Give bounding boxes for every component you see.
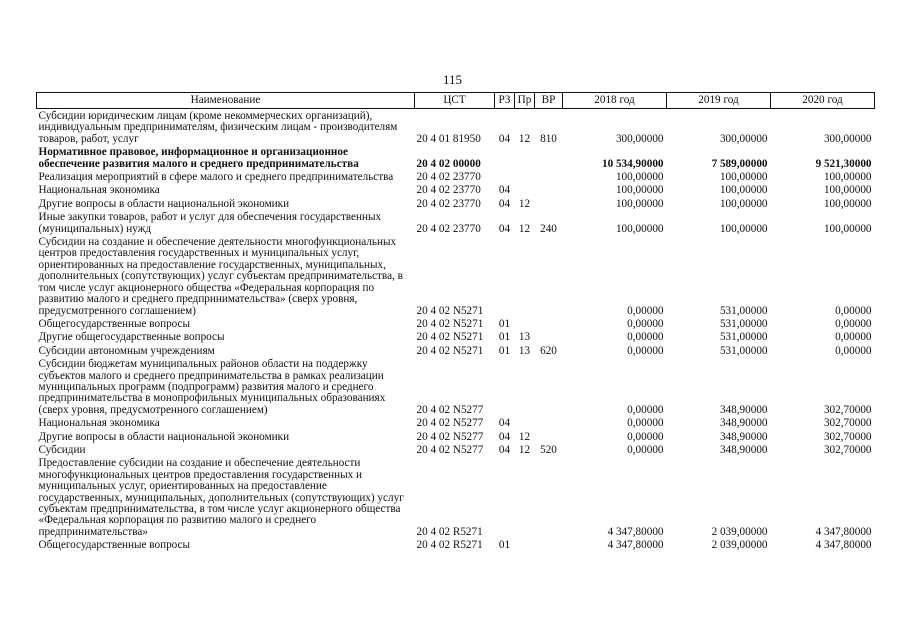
row-value-2019: 531,00000 [719, 304, 768, 317]
header-2018: 2018 год [563, 93, 667, 109]
row-value-2019: 300,00000 [719, 132, 768, 145]
row-vr [535, 183, 563, 196]
table-row [37, 197, 875, 210]
row-cst: 20 4 02 N5271 [416, 304, 484, 317]
table-row [37, 538, 875, 551]
row-value-2018: 100,00000 [615, 171, 664, 184]
row-value-2018: 0,00000 [627, 443, 664, 456]
row-cst: 20 4 02 23770 [416, 197, 481, 210]
row-vr: 520 [540, 443, 557, 456]
row-value-2019: 100,00000 [719, 171, 768, 184]
row-value-2018: 0,00000 [627, 417, 664, 430]
row-value-2019: 348,90000 [719, 417, 768, 430]
row-value-2020: 0,00000 [835, 304, 872, 317]
row-value-2019: 531,00000 [719, 317, 768, 330]
row-name: Субсидии юридическим лицам (кроме некоммерческих организаций), индивидуальным предпринимателям, физическим лицам - производителям товаров, работ, услуг [38, 110, 398, 145]
row-pr [515, 357, 535, 416]
row-value-2018: 4 347,80000 [607, 525, 664, 538]
row-name: Реализация мероприятий в сфере малого и среднего предпринимательства [38, 171, 394, 184]
row-pr [515, 145, 535, 170]
row-value-2018: 0,00000 [627, 403, 664, 416]
row-vr: 810 [540, 132, 557, 145]
row-cst: 20 4 01 81950 [416, 132, 481, 145]
row-value-2019: 2 039,00000 [711, 525, 768, 538]
budget-table [36, 92, 875, 552]
row-cst: 20 4 02 N5271 [416, 344, 484, 357]
row-vr [535, 456, 563, 538]
row-value-2018: 10 534,90000 [601, 157, 664, 170]
row-pr: 13 [518, 331, 531, 344]
row-pr [515, 183, 535, 196]
row-value-2019: 348,90000 [719, 403, 768, 416]
row-value-2020: 0,00000 [835, 331, 872, 344]
row-value-2019: 2 039,00000 [711, 539, 768, 552]
row-value-2019: 531,00000 [719, 331, 768, 344]
row-name: Субсидии [38, 443, 86, 456]
row-name: Субсидии на создание и обеспечение деятельности многофункциональных центров предоставления государственных и муниципальных услуг, ориентированных на предоставление государственных, муниципальных, дополнительных (сопутствующих) услуг субъектам предпринимательства, в том числе услуг акционерного общества «Федеральная корпорация по развитию малого и среднего предпринимательства» (сверх уровня, предусмотренного соглашением) [38, 236, 403, 317]
row-rz: 04 [498, 197, 511, 210]
row-vr [535, 145, 563, 170]
row-rz: 01 [498, 331, 511, 344]
header-rz: РЗ [495, 93, 515, 109]
row-name: Нормативное правовое, информационное и организационное обеспечение развития малого и среднего предпринимательства [38, 146, 359, 170]
row-cst: 20 4 02 N5271 [416, 317, 484, 330]
row-pr: 13 [518, 344, 531, 357]
row-pr [515, 456, 535, 538]
row-pr [515, 170, 535, 183]
table-row [37, 443, 875, 456]
row-rz: 04 [498, 443, 511, 456]
page-number: 115 [442, 72, 463, 87]
row-pr: 12 [518, 197, 531, 210]
table-row [37, 344, 875, 357]
row-rz: 04 [498, 222, 511, 235]
row-value-2019: 7 589,00000 [711, 157, 768, 170]
row-value-2020: 302,70000 [823, 417, 872, 430]
row-name: Общегосударственные вопросы [38, 317, 191, 330]
row-name: Субсидии автономным учреждениям [38, 344, 215, 357]
table-row [37, 210, 875, 235]
row-vr [535, 170, 563, 183]
header-cst: ЦСТ [415, 93, 495, 109]
row-rz: 04 [498, 132, 511, 145]
row-value-2020: 100,00000 [823, 197, 872, 210]
table-row [37, 109, 875, 146]
row-value-2018: 0,00000 [627, 331, 664, 344]
row-value-2020: 302,70000 [823, 403, 872, 416]
row-pr [515, 235, 535, 317]
row-pr: 12 [518, 443, 531, 456]
row-value-2020: 4 347,80000 [815, 525, 872, 538]
row-vr [535, 197, 563, 210]
row-value-2019: 348,90000 [719, 443, 768, 456]
row-vr [535, 330, 563, 343]
row-cst: 20 4 02 23770 [416, 171, 481, 184]
row-name: Другие вопросы в области национальной экономики [38, 430, 290, 443]
table-row [37, 317, 875, 330]
row-pr: 12 [518, 430, 531, 443]
row-value-2018: 100,00000 [615, 222, 664, 235]
row-value-2020: 0,00000 [835, 344, 872, 357]
row-rz: 04 [498, 417, 511, 430]
row-name: Общегосударственные вопросы [38, 539, 191, 552]
header-name: Наименование [37, 93, 415, 109]
row-name: Национальная экономика [38, 184, 160, 197]
row-rz: 01 [498, 317, 511, 330]
row-name: Субсидии бюджетам муниципальных районов области на поддержку субъектов малого и среднего предпринимательства в рамках реализации муниципальных программ (подпрограмм) развития малого и среднего предпринимательства в монопрофильных муниципальных образованиях (сверх уровня, предусмотренного соглашением) [38, 358, 386, 416]
row-rz: 04 [498, 430, 511, 443]
row-value-2020: 100,00000 [823, 222, 872, 235]
row-rz [495, 235, 515, 317]
row-name: Национальная экономика [38, 417, 160, 430]
table-header-row [37, 93, 875, 109]
row-vr: 620 [540, 344, 557, 357]
row-value-2020: 100,00000 [823, 171, 872, 184]
row-value-2020: 0,00000 [835, 317, 872, 330]
row-rz: 01 [498, 539, 511, 552]
row-value-2019: 531,00000 [719, 344, 768, 357]
row-cst: 20 4 02 00000 [416, 157, 481, 170]
row-rz: 01 [498, 344, 511, 357]
table-row [37, 330, 875, 343]
row-vr [535, 235, 563, 317]
row-value-2018: 300,00000 [615, 132, 664, 145]
row-rz [495, 357, 515, 416]
row-cst: 20 4 02 23770 [416, 184, 481, 197]
row-value-2020: 4 347,80000 [815, 539, 872, 552]
row-vr [535, 317, 563, 330]
row-cst: 20 4 02 R5271 [416, 539, 483, 552]
row-rz [495, 145, 515, 170]
row-rz [495, 170, 515, 183]
row-value-2018: 100,00000 [615, 197, 664, 210]
row-value-2018: 4 347,80000 [607, 539, 664, 552]
header-vr: ВР [535, 93, 563, 109]
row-value-2019: 348,90000 [719, 430, 768, 443]
row-rz [495, 456, 515, 538]
row-name: Другие общегосударственные вопросы [38, 331, 225, 344]
row-vr: 240 [540, 222, 557, 235]
row-value-2018: 0,00000 [627, 304, 664, 317]
row-vr [535, 416, 563, 429]
row-name: Другие вопросы в области национальной экономики [38, 197, 290, 210]
header-pr: Пр [515, 93, 535, 109]
row-cst: 20 4 02 N5277 [416, 443, 484, 456]
row-pr: 12 [518, 222, 531, 235]
header-2020: 2020 год [771, 93, 875, 109]
row-value-2018: 0,00000 [627, 344, 664, 357]
row-name: Иные закупки товаров, работ и услуг для обеспечения государственных (муниципальных) нужд [38, 211, 382, 235]
table-row [37, 456, 875, 538]
row-vr [535, 538, 563, 551]
row-value-2020: 100,00000 [823, 184, 872, 197]
row-value-2019: 100,00000 [719, 222, 768, 235]
row-pr [515, 416, 535, 429]
row-pr [515, 317, 535, 330]
table-row [37, 183, 875, 196]
row-value-2019: 100,00000 [719, 197, 768, 210]
row-value-2020: 302,70000 [823, 430, 872, 443]
table-row [37, 170, 875, 183]
row-vr [535, 430, 563, 443]
table-row [37, 357, 875, 416]
row-cst: 20 4 02 N5277 [416, 417, 484, 430]
row-vr [535, 357, 563, 416]
table-row [37, 416, 875, 429]
row-cst: 20 4 02 N5271 [416, 331, 484, 344]
row-value-2018: 100,00000 [615, 184, 664, 197]
row-cst: 20 4 02 N5277 [416, 430, 484, 443]
row-value-2020: 300,00000 [823, 132, 872, 145]
row-value-2020: 9 521,30000 [815, 157, 872, 170]
row-value-2018: 0,00000 [627, 317, 664, 330]
row-cst: 20 4 02 R5271 [416, 525, 483, 538]
row-name: Предоставление субсидии на создание и обеспечение деятельности многофункциональных центров предоставления государственных и муниципальных услуг, ориентированных на предоставление государственных, муниципальных, дополнительных (сопутствующих) услуг субъектам предпринимательства, в том числе услуг акционерного общества «Федеральная корпорация по развитию малого и среднего предпринимательства» [38, 457, 404, 538]
row-value-2020: 302,70000 [823, 443, 872, 456]
table-row [37, 235, 875, 317]
row-cst: 20 4 02 N5277 [416, 403, 484, 416]
table-row [37, 145, 875, 170]
row-value-2019: 100,00000 [719, 184, 768, 197]
table-body [37, 109, 875, 552]
table-row [37, 430, 875, 443]
row-rz: 04 [498, 184, 511, 197]
row-value-2018: 0,00000 [627, 430, 664, 443]
header-2019: 2019 год [667, 93, 771, 109]
row-pr [515, 538, 535, 551]
row-cst: 20 4 02 23770 [416, 222, 481, 235]
row-pr: 12 [518, 132, 531, 145]
